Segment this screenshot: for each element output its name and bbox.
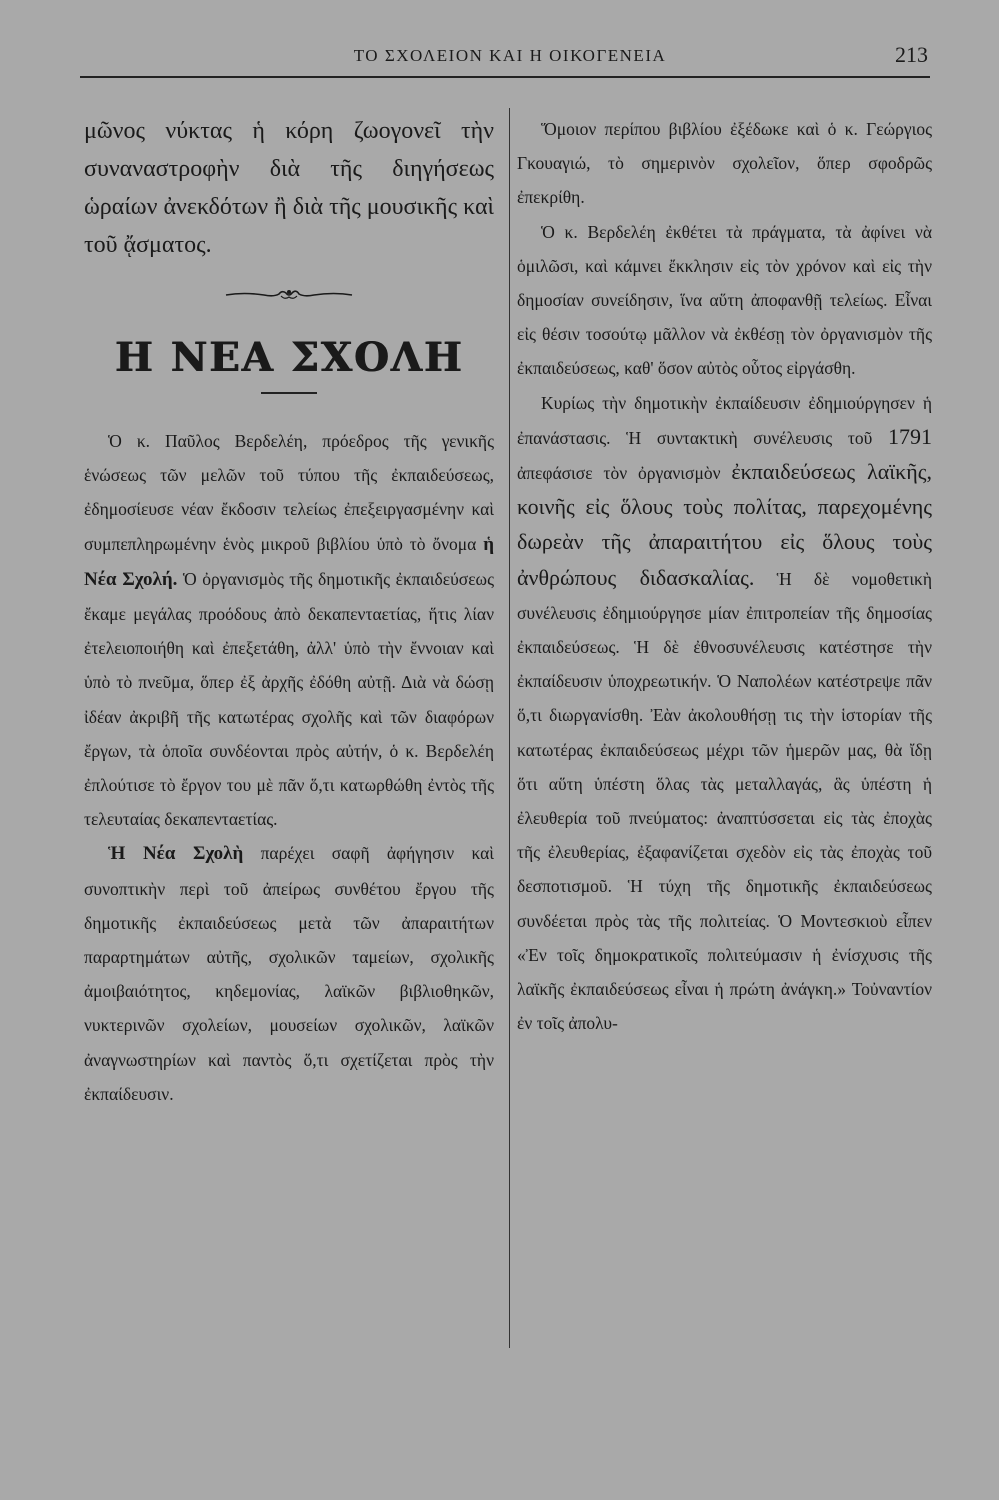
page-header [80, 40, 940, 76]
book-title-emphasis: ἡ Νέα Σχολή. [84, 533, 495, 590]
section-title: Η ΝΕΑ ΣΧΟΛΗ [114, 334, 464, 381]
paragraph-3-large-type: ἐκπαιδεύσεως λαϊκῆς, κοινῆς εἰς ὅλους τοὺς πολίτας, παρεχομένης δωρεὰν τῆς ἀπαραιτήτου εἰς ὅλους τοὺς ἀνθρώπους διδασκαλίας. [517, 459, 932, 590]
page-number: 213 [895, 42, 928, 67]
paragraph-3-text: Κυρίως τὴν δημοτικὴν ἐκπαίδευσιν ἐδημιούργησεν ἡ ἐπανάστασις. Ἡ συντακτικὴ συνέλευσις τοῦ [517, 392, 932, 448]
article-paragraph-1 [84, 424, 494, 836]
book-title-emphasis-2: Ἡ Νέα Σχολὴ [108, 843, 244, 865]
flourish-ornament-icon [84, 264, 494, 320]
year-1791: 1791 [888, 423, 932, 449]
opening-paragraph: μῶνος νύκτας ἡ κόρη ζωογονεῖ τὴν συναναστροφὴν διὰ τῆς διηγήσεως ὡραίων ἀνεκδότων ἢ διὰ τῆς μουσικῆς καὶ τοῦ ᾄσματος. [84, 118, 494, 258]
column-divider [509, 108, 510, 1348]
paragraph-1-continuation: Ὁ ὀργανισμὸς τῆς δημοτικῆς ἐκπαιδεύσεως ἔκαμε μεγάλας προόδους ἀπὸ δεκαπενταετίας, ἥτις λίαν ἐτελειοποιήθη καὶ ἐπεξετάθη, ἀλλ' ὑπὸ τὴν ἔννοιαν καὶ ὑπὸ τὸ πνεῦμα, ὅπερ ἐξ ἀρχῆς ἐδόθη αὐτῇ. Διὰ νὰ δώσῃ ἰδέαν ἀκριβῆ τῆς κατωτέρας σχολῆς καὶ τῶν διαφόρων ἔργων, τὰ ὁποῖα συνδέονται πρὸς αὐτήν, ὁ κ. Βερδελέη ἐπλούτισε τὸ ἔργον του μὲ πᾶν ὅ,τι κατωρθώθη ἐντὸς τῆς τελευταίας δεκαπενταετίας. [84, 568, 495, 830]
title-rule [261, 392, 317, 394]
article-paragraph-2 [84, 836, 494, 1111]
header-rule [80, 76, 930, 78]
right-paragraph-1: Ὅμοιον περίπου βιβλίου ἐξέδωκε καὶ ὁ κ. Γεώργιος Γκουαγιώ, τὸ σημερινὸν σχολεῖον, ὅπερ σφοδρῶς ἐπεκρίθη. [517, 119, 932, 208]
paragraph-1-text: Ὁ κ. Παῦλος Βερδελέη, πρόεδρος τῆς γενικῆς ἑνώσεως τῶν μελῶν τοῦ τύπου τῆς ἐκπαιδεύσεως, ἐδημοσίευσε νέαν ἔκδοσιν τελείως ἐπεξειργασμένην καὶ συμπεπληρωμένην ἑνὸς μικροῦ βιβλίου ὑπὸ τὸ ὄνομα [84, 431, 494, 554]
right-paragraph-3 [517, 386, 932, 1041]
running-title: ΤΟ ΣΧΟΛΕΙΟΝ ΚΑΙ Η ΟΙΚΟΓΕΝΕΙΑ [353, 46, 667, 65]
paragraph-2-text: παρέχει σαφῆ ἀφήγησιν καὶ συνοπτικὴν περὶ τοῦ ἀπείρως συνθέτου ἔργου τῆς δημοτικῆς ἐκπαιδεύσεως μετὰ τῶν ἀπαραιτήτων παραρτημάτων αὐτῆς, σχολικῶν ταμείων, σχολικῆς ἀμοιβαιότητος, κηδεμονίας, λαϊκῶν βιβλιοθηκῶν, νυκτερινῶν σχολείων, μουσείων σχολικῶν, λαϊκῶν ἀναγνωστηρίων καὶ παντὸς ὅ,τι σχετίζεται πρὸς τὴν ἐκπαίδευσιν. [84, 843, 495, 1104]
right-column [517, 112, 932, 1040]
right-paragraph-2: Ὁ κ. Βερδελέη ἐκθέτει τὰ πράγματα, τὰ ἀφίνει νὰ ὁμιλῶσι, καὶ κάμνει ἔκκλησιν εἰς τὸν χρόνον καὶ εἰς τὴν δημοσίαν συνείδησιν, ἵνα αὕτη ἀποφανθῇ τελείως. Εἶναι εἰς θέσιν τοσούτῳ μᾶλλον νὰ ἐκθέσῃ τὸν ὀργανισμὸν τῆς ἐκπαιδεύσεως, καθ' ὅσον αὐτὸς οὗτος εἰργάσθη. [517, 221, 932, 379]
paragraph-3-rest: Ἡ δὲ νομοθετικὴ συνέλευσις ἐδημιούργησε μίαν ἐπιτροπείαν τῆς δημοσίας ἐκπαιδεύσεως. Ἡ δὲ ἐθνοσυνέλευσις κατέστησε τὴν ἐκπαίδευσιν ὑποχρεωτικήν. Ὁ Ναπολέων κατέστρεψε πᾶν ὅ,τι διωργανίσθη. Ἐὰν ἀκολουθήσῃ τις τὴν ἱστορίαν τῆς κατωτέρας ἐκπαιδεύσεως μέχρι τῶν ἡμερῶν μας, θὰ ἴδῃ ὅτι αὕτη ὑπέστη ὅλας τὰς μεταλλαγάς, ἃς ὑπέστη ἡ ἐλευθερία τοῦ πνεύματος: ἀναπτύσσεται εἰς τὰς ἐποχὰς τῆς ἐλευθερίας, ἐξαφανίζεται σχεδὸν εἰς τὰς ἐποχὰς τοῦ δεσποτισμοῦ. Ἡ τύχη τῆς δημοτικῆς ἐκπαιδεύσεως συνδέεται πρὸς τὰς τῆς πολιτείας. Ὁ Μοντεσκιοὺ εἶπεν «Ἐν τοῖς δημοκρατικοῖς πολιτεύμασιν ἡ ἐνίσχυσις τῆς λαϊκῆς ἐκπαιδεύσεως εἶναι ἡ πρώτη ἀνάγκη.» Τοὐναντίον ἐν τοῖς ἀπολυ- [517, 568, 933, 1034]
paragraph-3-continuation: ἀπεφάσισε τὸν ὀργανισμὸν [517, 463, 721, 484]
left-column [84, 112, 494, 1111]
